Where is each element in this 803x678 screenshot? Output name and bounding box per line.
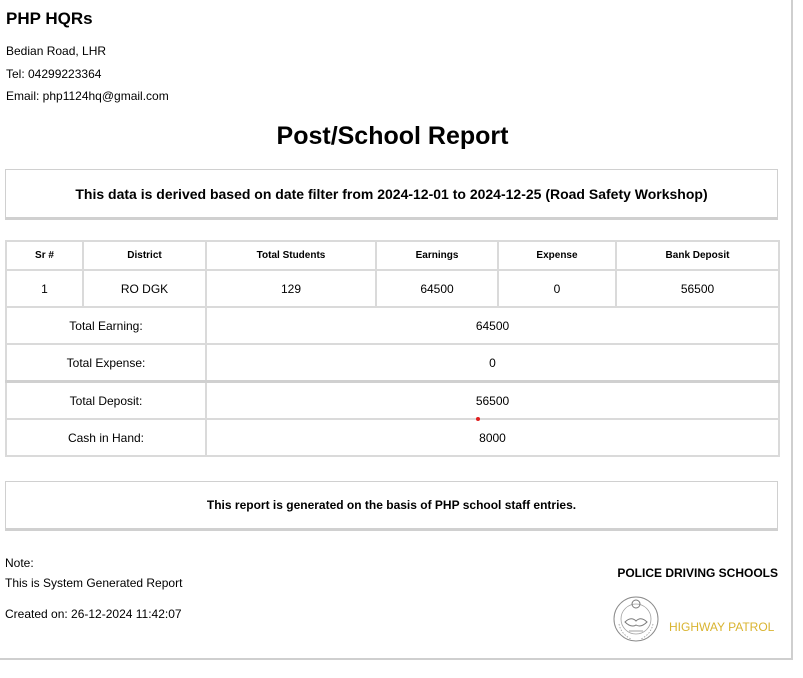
basis-note-box — [5, 481, 778, 531]
summary-value: 56500 — [206, 382, 779, 420]
red-marker-dot — [476, 417, 480, 421]
col-header-district: District — [83, 241, 206, 270]
summary-row-total-deposit — [6, 382, 779, 420]
report-title: Post/School Report — [276, 122, 509, 150]
highway-patrol-seal-icon — [611, 594, 661, 644]
table-header-row — [6, 241, 779, 270]
summary-value: 64500 — [206, 307, 779, 344]
cell-district: RO DGK — [83, 270, 206, 307]
summary-value: 0 — [206, 344, 779, 382]
cell-total-students: 129 — [206, 270, 376, 307]
table-row — [6, 270, 779, 307]
col-header-earnings: Earnings — [376, 241, 498, 270]
filter-note-box — [5, 169, 778, 220]
org-tel: Tel: 04299223364 — [6, 67, 102, 81]
col-header-expense: Expense — [498, 241, 616, 270]
report-table — [5, 240, 780, 457]
highway-patrol-text: HIGHWAY PATROL — [669, 620, 775, 634]
note-label: Note: — [5, 556, 34, 570]
col-header-total-students: Total Students — [206, 241, 376, 270]
summary-row-total-earning — [6, 307, 779, 344]
org-name: PHP HQRs — [6, 9, 93, 28]
summary-row-total-expense — [6, 344, 779, 382]
created-on: Created on: 26-12-2024 11:42:07 — [5, 607, 182, 621]
org-email: Email: php1124hq@gmail.com — [6, 89, 169, 103]
summary-label: Total Earning: — [6, 307, 206, 344]
col-header-bank-deposit: Bank Deposit — [616, 241, 779, 270]
cell-sr: 1 — [6, 270, 83, 307]
cell-bank-deposit: 56500 — [616, 270, 779, 307]
note-text: This is System Generated Report — [5, 576, 183, 590]
summary-label: Cash in Hand: — [6, 419, 206, 456]
police-driving-schools: POLICE DRIVING SCHOOLS — [617, 566, 778, 580]
filter-note: This data is derived based on date filter from 2024-12-01 to 2024-12-25 (Road Safety Workshop) — [75, 185, 708, 202]
summary-row-cash-in-hand — [6, 419, 779, 456]
cell-expense: 0 — [498, 270, 616, 307]
summary-label: Total Expense: — [6, 344, 206, 382]
basis-note: This report is generated on the basis of PHP school staff entries. — [206, 498, 577, 512]
cell-earnings: 64500 — [376, 270, 498, 307]
col-header-sr: Sr # — [6, 241, 83, 270]
summary-label: Total Deposit: — [6, 382, 206, 420]
summary-value: 8000 — [206, 419, 779, 456]
org-address: Bedian Road, LHR — [6, 44, 107, 58]
